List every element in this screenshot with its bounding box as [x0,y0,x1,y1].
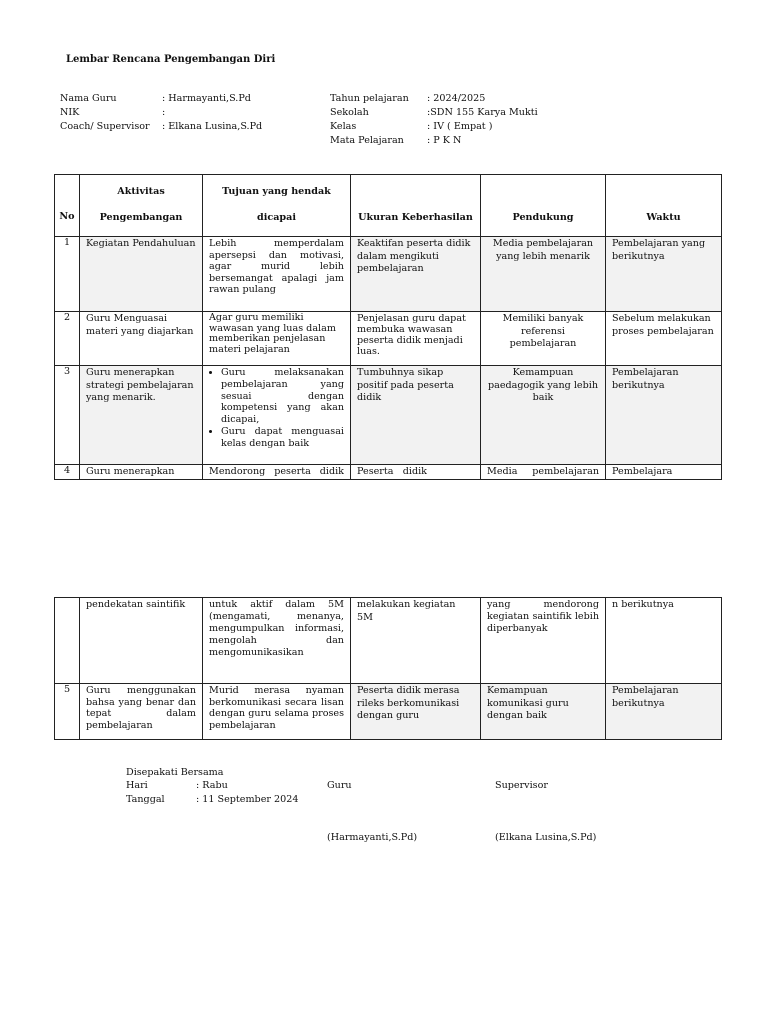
row-3-tujuan [203,366,351,465]
hari-value: : Rabu [196,780,228,791]
row-5-ukuran: Peserta didik merasa rileks berkomunikasi dengan guru [351,684,481,740]
row-1-no: 1 [55,237,80,312]
row-4b-tujuan: untuk aktif dalam 5M (mengamati, menanya, mengumpulkan informasi, mengolah dan mengomunikasikan [203,598,351,684]
info-label-mapel: Mata Pelajaran [330,135,404,146]
header-pendukung: Pendukung [481,175,606,237]
row-3-waktu [606,366,722,465]
row-5-waktu-text: Pembelajaran berikutnya [612,685,679,709]
row-2-waktu: Sebelum melakukan proses pembelajaran [606,312,722,366]
table-row [55,366,722,465]
row-1-ukuran: Keaktifan peserta didik dalam mengikuti pembelajaran [351,237,481,312]
row-2-aktivitas: Guru Menguasai materi yang diajarkan [80,312,203,366]
row-4-aktivitas: Guru menerapkan [80,465,203,480]
info-value-tahun: : 2024/2025 [427,93,486,104]
row-4-tujuan: Mendorong peserta didik [203,465,351,480]
row-4b-ukuran: melakukan kegiatan 5M [351,598,481,684]
row-1-tujuan: Lebih memperdalam apersepsi dan motivasi, agar murid lebih bersemangat apalagi jam rawan pulang [203,237,351,312]
row-4b-aktivitas: pendekatan saintifik [80,598,203,684]
guru-label: Guru [327,780,352,791]
row-3-waktu-text: Pembelajaran berikutnya [612,367,679,391]
development-plan-table-continued [54,597,722,740]
row-4b-no [55,598,80,684]
guru-signature-name: (Harmayanti,S.Pd) [327,832,418,843]
row-1-pendukung: Media pembelajaran yang lebih menarik [481,237,606,312]
table-row [55,465,722,480]
row-3-aktivitas: Guru menerapkan strategi pembelajaran yang menarik. [80,366,203,465]
row-1-waktu: Pembelajaran yang berikutnya [606,237,722,312]
header-aktivitas [80,175,203,237]
row-5-pendukung: Kemampuan komunikasi guru dengan baik [481,684,606,740]
header-tujuan [203,175,351,237]
row-4-ukuran [351,465,481,480]
row-4b-waktu: n berikutnya [606,598,722,684]
row-3-tujuan-bullet-2: • Guru dapat menguasai kelas dengan baik [221,426,344,450]
row-3-tujuan-bullet-1: • Guru melaksanakan pembelajaran yang sesuai dengan kompetensi yang akan dicapai, [221,367,344,426]
info-value-nik: : [162,107,166,118]
tanggal-value: : 11 September 2024 [196,794,299,805]
info-label-coach: Coach/ Supervisor [60,121,150,132]
table-row [55,598,722,684]
info-value-sekolah: :SDN 155 Karya Mukti [427,107,538,118]
info-value-mapel: : P K N [427,135,462,146]
row-4-pendukung: Media pembelajaran [481,465,606,480]
row-4b-pendukung: yang mendorong kegiatan saintifik lebih diperbanyak [481,598,606,684]
row-4-ukuran-text: Peserta didik [357,466,427,477]
row-2-tujuan: Agar guru memiliki wawasan yang luas dalam memberikan penjelasan materi pelajaran [203,312,351,366]
header-aktivitas-line1: Aktivitas [117,186,165,197]
row-5-waktu [606,684,722,740]
row-1-aktivitas: Kegiatan Pendahuluan [80,237,203,312]
supervisor-label: Supervisor [495,780,548,791]
header-tujuan-line1: Tujuan yang hendak [222,186,331,197]
hari-label: Hari [126,780,148,791]
header-aktivitas-line2: Pengembangan [99,211,183,223]
info-value-coach: : Elkana Lusina,S.Pd [162,121,263,132]
row-3-tujuan-list [209,367,344,450]
info-label-kelas: Kelas [330,121,357,132]
header-no: No [55,175,80,237]
agreed-label: Disepakati Bersama [126,767,224,778]
table-header-row [55,175,722,237]
row-2-pendukung: Memiliki banyak referensi pembelajaran [481,312,606,366]
table-row [55,312,722,366]
row-4-waktu: Pembelajara [606,465,722,480]
row-5-no: 5 [55,684,80,740]
info-label-nama-guru: Nama Guru [60,93,117,104]
document-title: Lembar Rencana Pengembangan Diri [66,54,276,65]
table-row [55,237,722,312]
row-2-ukuran: Penjelasan guru dapat membuka wawasan peserta didik menjadi luas. [351,312,481,366]
table-row [55,684,722,740]
supervisor-signature-name: (Elkana Lusina,S.Pd) [495,832,597,843]
row-2-no: 2 [55,312,80,366]
row-5-aktivitas: Guru menggunakan bahsa yang benar dan tepat dalam pembelajaran [80,684,203,740]
info-label-tahun: Tahun pelajaran [330,93,409,104]
row-3-no: 3 [55,366,80,465]
tanggal-label: Tanggal [126,794,165,805]
info-label-sekolah: Sekolah [330,107,369,118]
info-value-nama-guru: : Harmayanti,S.Pd [162,93,251,104]
header-tujuan-line2: dicapai [257,211,296,223]
header-ukuran: Ukuran Keberhasilan [351,175,481,237]
header-waktu: Waktu [606,175,722,237]
development-plan-table [54,174,722,480]
info-label-nik: NIK [60,107,80,118]
row-4-no: 4 [55,465,80,480]
info-value-kelas: : IV ( Empat ) [427,121,493,132]
row-5-tujuan: Murid merasa nyaman berkomunikasi secara lisan dengan guru selama proses pembelajaran [203,684,351,740]
row-3-ukuran: Tumbuhnya sikap positif pada peserta didik [351,366,481,465]
row-3-pendukung: Kemampuan paedagogik yang lebih baik [481,366,606,465]
